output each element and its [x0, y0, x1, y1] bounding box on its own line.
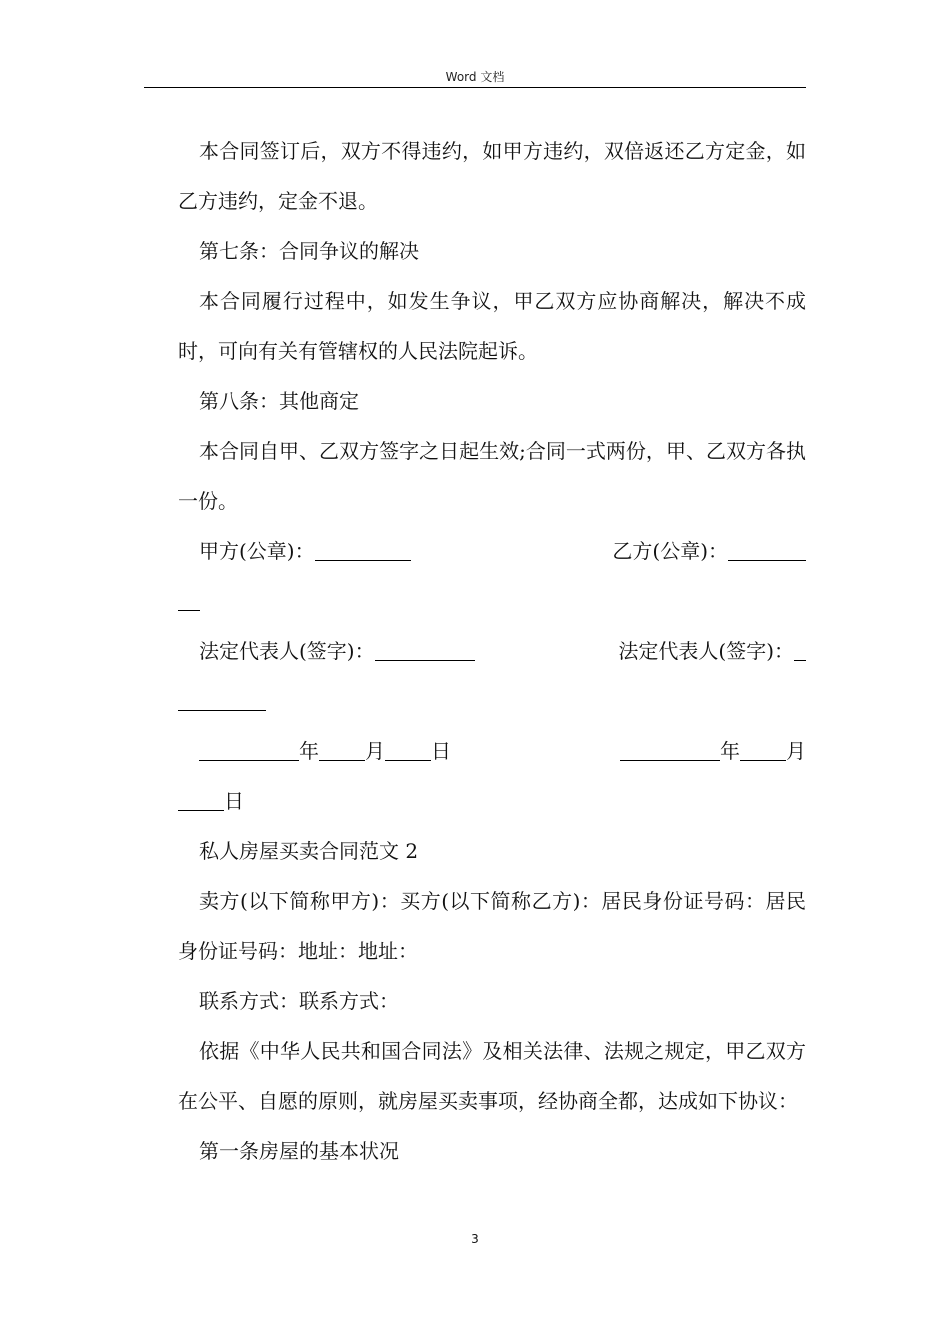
header-title: Word 文档 — [445, 70, 505, 84]
paragraph-effectiveness: 本合同自甲、乙双方签字之日起生效;合同一式两份，甲、乙双方各执一份。 — [178, 439, 806, 513]
party-b-seal-label: 乙方(公章)： — [612, 539, 728, 563]
date-a-year-blank — [199, 738, 299, 761]
party-b-seal-blank-continued — [178, 588, 200, 611]
rep-b-label: 法定代表人(签字)： — [618, 639, 794, 663]
document-body — [178, 126, 806, 1176]
date-b-day-blank — [178, 788, 224, 811]
date-b-month-label: 月 — [786, 739, 806, 763]
party-a-seal-blank — [315, 538, 411, 561]
party-b-seal-blank — [728, 538, 806, 561]
date-a-day-label: 日 — [431, 739, 451, 763]
rep-a-blank — [375, 638, 475, 661]
paragraph-dispute-resolution: 本合同履行过程中，如发生争议，甲乙双方应协商解决，解决不成时，可向有关有管辖权的人民法院起诉。 — [178, 289, 806, 363]
date-b-month-blank — [740, 738, 786, 761]
header-divider — [144, 87, 806, 88]
rep-b-blank-continued — [178, 688, 266, 711]
paragraph-contact: 联系方式：联系方式： — [199, 989, 399, 1013]
rep-a-label: 法定代表人(签字)： — [199, 639, 375, 663]
heading-article-7: 第七条：合同争议的解决 — [199, 239, 419, 263]
heading-article-1: 第一条房屋的基本状况 — [199, 1139, 399, 1163]
date-b-year-label: 年 — [720, 739, 740, 763]
date-a-day-blank — [385, 738, 431, 761]
party-a-seal-label: 甲方(公章)： — [199, 539, 315, 563]
signature-representative-row — [178, 626, 806, 676]
paragraph-parties-info: 卖方(以下简称甲方)：买方(以下简称乙方)：居民身份证号码：居民身份证号码：地址：地址： — [178, 889, 806, 963]
paragraph-legal-basis: 依据《中华人民共和国合同法》及相关法律、法规之规定，甲乙双方在公平、自愿的原则，就房屋买卖事项，经协商全都，达成如下协议： — [178, 1039, 806, 1113]
rep-b-blank — [794, 638, 806, 661]
page-number: 3 — [471, 1232, 479, 1246]
date-a-year-label: 年 — [299, 739, 319, 763]
date-a-month-blank — [319, 738, 365, 761]
paragraph-deposit-terms: 本合同签订后，双方不得违约，如甲方违约，双倍返还乙方定金，如乙方违约，定金不退。 — [178, 139, 806, 213]
signature-seal-row — [178, 526, 806, 576]
heading-contract-sample-2: 私人房屋买卖合同范文 2 — [199, 839, 419, 863]
date-b-year-blank — [620, 738, 720, 761]
date-a-month-label: 月 — [365, 739, 385, 763]
heading-article-8: 第八条：其他商定 — [199, 389, 359, 413]
date-b-day-label: 日 — [224, 789, 244, 813]
signature-date-row — [178, 726, 806, 776]
